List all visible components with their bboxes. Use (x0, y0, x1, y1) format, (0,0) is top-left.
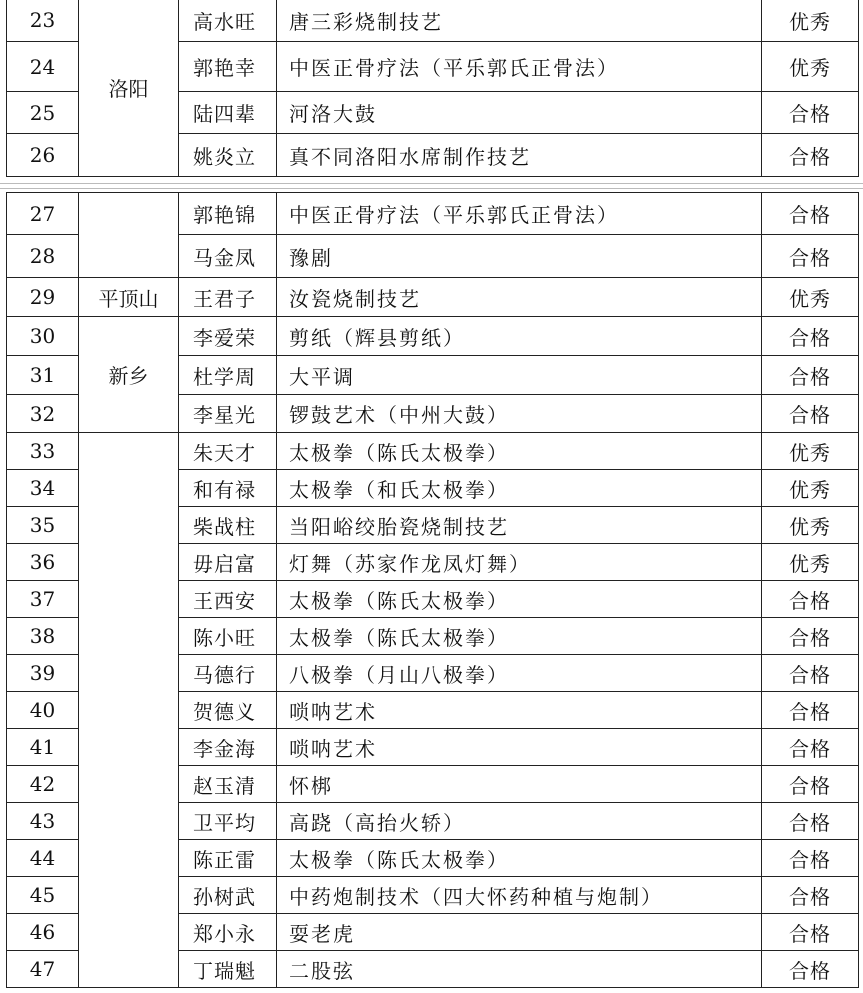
grade-cell: 合格 (762, 877, 859, 914)
heritage-item: 太极拳（陈氏太极拳） (277, 840, 762, 877)
inheritor-name: 马金凤 (179, 235, 277, 278)
heritage-item: 大平调 (277, 356, 762, 395)
grade-cell: 合格 (762, 914, 859, 951)
inheritor-name: 杜学周 (179, 356, 277, 395)
grade-cell: 合格 (762, 317, 859, 356)
row-number: 27 (7, 193, 79, 235)
inheritor-name: 和有禄 (179, 470, 277, 507)
row-number: 24 (7, 42, 79, 92)
heritage-item: 唢呐艺术 (277, 692, 762, 729)
inheritor-name: 王君子 (179, 278, 277, 317)
heritage-item: 怀梆 (277, 766, 762, 803)
heritage-table-bottom (6, 192, 859, 988)
grade-cell: 合格 (762, 766, 859, 803)
grade-cell: 合格 (762, 840, 859, 877)
page-divider (0, 183, 863, 184)
inheritor-name: 卫平均 (179, 803, 277, 840)
city-cell: 洛阳 (79, 0, 179, 177)
row-number: 33 (7, 433, 79, 470)
table-row (7, 193, 859, 235)
row-number: 42 (7, 766, 79, 803)
grade-cell: 合格 (762, 692, 859, 729)
table-row (7, 0, 859, 42)
row-number: 39 (7, 655, 79, 692)
heritage-item: 中药炮制技术（四大怀药种植与炮制） (277, 877, 762, 914)
grade-cell: 合格 (762, 803, 859, 840)
heritage-item: 太极拳（陈氏太极拳） (277, 581, 762, 618)
inheritor-name: 郑小永 (179, 914, 277, 951)
row-number: 41 (7, 729, 79, 766)
heritage-item: 剪纸（辉县剪纸） (277, 317, 762, 356)
grade-cell: 合格 (762, 581, 859, 618)
row-number: 43 (7, 803, 79, 840)
heritage-item: 灯舞（苏家作龙凤灯舞） (277, 544, 762, 581)
row-number: 31 (7, 356, 79, 395)
heritage-item: 耍老虎 (277, 914, 762, 951)
grade-cell: 合格 (762, 134, 859, 177)
city-cell: 平顶山 (79, 278, 179, 317)
inheritor-name: 陆四辈 (179, 92, 277, 134)
grade-cell: 优秀 (762, 42, 859, 92)
city-cell (79, 193, 179, 278)
inheritor-name: 朱天才 (179, 433, 277, 470)
inheritor-name: 高水旺 (179, 0, 277, 42)
row-number: 45 (7, 877, 79, 914)
grade-cell: 合格 (762, 235, 859, 278)
inheritor-name: 马德行 (179, 655, 277, 692)
inheritor-name: 陈小旺 (179, 618, 277, 655)
heritage-item: 中医正骨疗法（平乐郭氏正骨法） (277, 193, 762, 235)
row-number: 23 (7, 0, 79, 42)
inheritor-name: 郭艳锦 (179, 193, 277, 235)
inheritor-name: 柴战柱 (179, 507, 277, 544)
heritage-item: 高跷（高抬火轿） (277, 803, 762, 840)
heritage-item: 太极拳（陈氏太极拳） (277, 618, 762, 655)
heritage-item: 汝瓷烧制技艺 (277, 278, 762, 317)
grade-cell: 优秀 (762, 278, 859, 317)
row-number: 37 (7, 581, 79, 618)
inheritor-name: 丁瑞魁 (179, 951, 277, 988)
heritage-item: 锣鼓艺术（中州大鼓） (277, 395, 762, 433)
inheritor-name: 孙树武 (179, 877, 277, 914)
row-number: 40 (7, 692, 79, 729)
inheritor-name: 李星光 (179, 395, 277, 433)
grade-cell: 优秀 (762, 470, 859, 507)
row-number: 26 (7, 134, 79, 177)
heritage-item: 八极拳（月山八极拳） (277, 655, 762, 692)
grade-cell: 优秀 (762, 433, 859, 470)
grade-cell: 合格 (762, 951, 859, 988)
row-number: 32 (7, 395, 79, 433)
grade-cell: 合格 (762, 655, 859, 692)
heritage-table-top (6, 0, 859, 177)
heritage-item: 唐三彩烧制技艺 (277, 0, 762, 42)
inheritor-name: 郭艳幸 (179, 42, 277, 92)
heritage-item: 中医正骨疗法（平乐郭氏正骨法） (277, 42, 762, 92)
heritage-item: 当阳峪绞胎瓷烧制技艺 (277, 507, 762, 544)
grade-cell: 合格 (762, 92, 859, 134)
row-number: 28 (7, 235, 79, 278)
inheritor-name: 李爱荣 (179, 317, 277, 356)
heritage-item: 二股弦 (277, 951, 762, 988)
inheritor-name: 贺德义 (179, 692, 277, 729)
heritage-item: 太极拳（和氏太极拳） (277, 470, 762, 507)
city-cell: 新乡 (79, 317, 179, 433)
heritage-item: 太极拳（陈氏太极拳） (277, 433, 762, 470)
inheritor-name: 毋启富 (179, 544, 277, 581)
page-divider (0, 188, 863, 189)
row-number: 47 (7, 951, 79, 988)
table-row (7, 433, 859, 470)
grade-cell: 优秀 (762, 507, 859, 544)
row-number: 38 (7, 618, 79, 655)
grade-cell: 合格 (762, 618, 859, 655)
inheritor-name: 陈正雷 (179, 840, 277, 877)
heritage-item: 真不同洛阳水席制作技艺 (277, 134, 762, 177)
row-number: 30 (7, 317, 79, 356)
row-number: 35 (7, 507, 79, 544)
row-number: 29 (7, 278, 79, 317)
inheritor-name: 李金海 (179, 729, 277, 766)
heritage-item: 唢呐艺术 (277, 729, 762, 766)
row-number: 46 (7, 914, 79, 951)
table-row (7, 278, 859, 317)
grade-cell: 合格 (762, 193, 859, 235)
row-number: 44 (7, 840, 79, 877)
grade-cell: 合格 (762, 356, 859, 395)
inheritor-name: 赵玉清 (179, 766, 277, 803)
row-number: 36 (7, 544, 79, 581)
grade-cell: 优秀 (762, 0, 859, 42)
inheritor-name: 姚炎立 (179, 134, 277, 177)
grade-cell: 优秀 (762, 544, 859, 581)
table-row (7, 317, 859, 356)
city-cell (79, 433, 179, 988)
inheritor-name: 王西安 (179, 581, 277, 618)
grade-cell: 合格 (762, 729, 859, 766)
grade-cell: 合格 (762, 395, 859, 433)
row-number: 25 (7, 92, 79, 134)
heritage-item: 豫剧 (277, 235, 762, 278)
heritage-item: 河洛大鼓 (277, 92, 762, 134)
row-number: 34 (7, 470, 79, 507)
